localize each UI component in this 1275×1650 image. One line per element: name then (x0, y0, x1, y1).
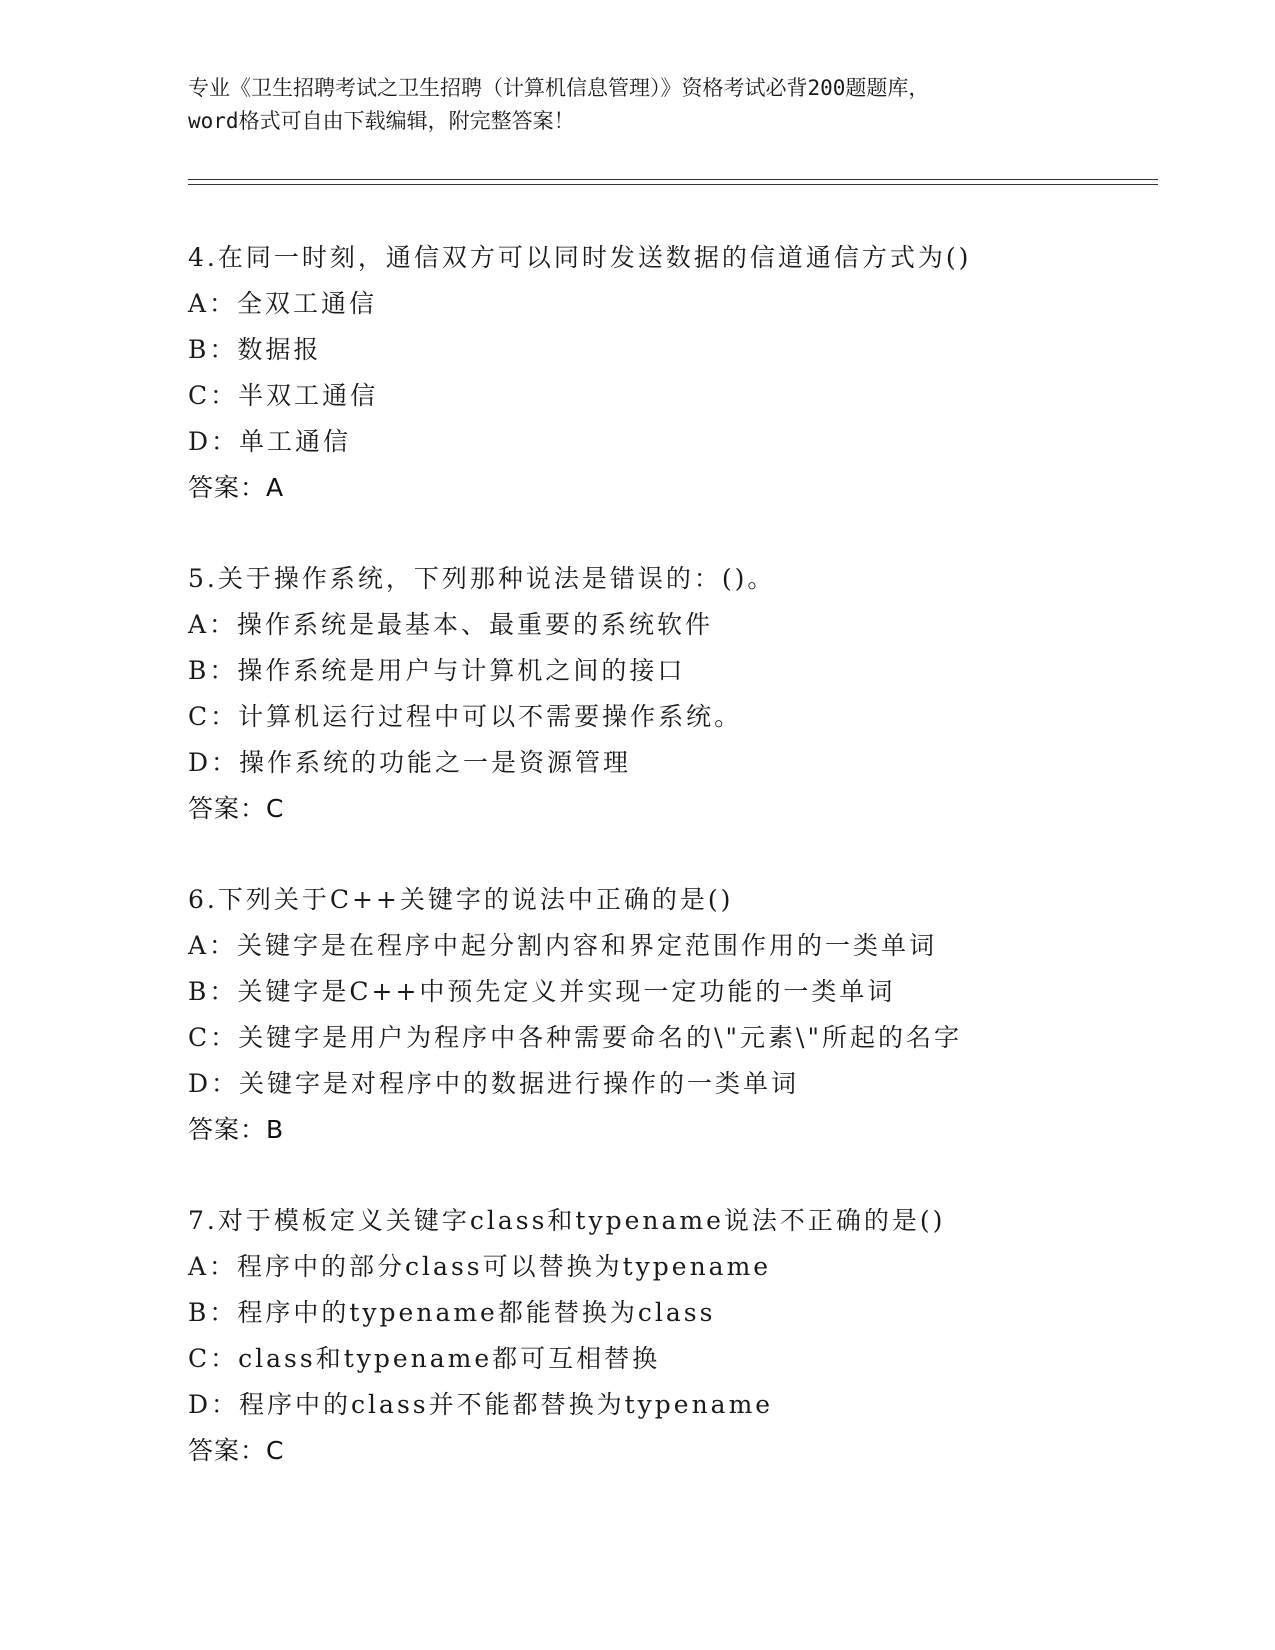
answer-text: 答案：B (188, 1115, 285, 1144)
document-header (188, 72, 1088, 138)
option-c: C：关键字是用户为程序中各种需要命名的\"元素\"所起的名字 (188, 1023, 962, 1052)
option-d: D：程序中的class并不能都替换为typename (188, 1390, 774, 1419)
header-divider-bottom (188, 184, 1158, 185)
header-divider-top (188, 179, 1158, 180)
option-a: A：全双工通信 (188, 289, 378, 318)
question-text: 4.在同一时刻，通信双方可以同时发送数据的信道通信方式为() (188, 243, 972, 272)
option-d: D：单工通信 (188, 427, 352, 456)
option-d: D：操作系统的功能之一是资源管理 (188, 748, 632, 777)
answer-text: 答案：C (188, 794, 285, 823)
header-line-2: word格式可自由下载编辑，附完整答案！ (188, 109, 575, 133)
option-c: C：计算机运行过程中可以不需要操作系统。 (188, 702, 743, 731)
question-block-4 (188, 235, 1188, 511)
option-a: A：关键字是在程序中起分割内容和界定范围作用的一类单词 (188, 931, 938, 960)
option-b: B：数据报 (188, 335, 322, 364)
question-block-7 (188, 1198, 1188, 1474)
option-a: A：程序中的部分class可以替换为typename (188, 1252, 772, 1281)
question-text: 7.对于模板定义关键字class和typename说法不正确的是() (188, 1206, 946, 1235)
option-b: B：关键字是C++中预先定义并实现一定功能的一类单词 (188, 977, 896, 1006)
question-block-6 (188, 877, 1188, 1153)
header-line-1: 专业《卫生招聘考试之卫生招聘（计算机信息管理）》资格考试必背200题题库， (188, 76, 930, 100)
answer-text: 答案：C (188, 1436, 285, 1465)
question-text: 5.关于操作系统，下列那种说法是错误的：()。 (188, 564, 776, 593)
option-d: D：关键字是对程序中的数据进行操作的一类单词 (188, 1069, 800, 1098)
option-b: B：操作系统是用户与计算机之间的接口 (188, 656, 686, 685)
question-block-5 (188, 556, 1188, 832)
option-c: C：半双工通信 (188, 381, 379, 410)
answer-text: 答案：A (188, 473, 285, 502)
option-c: C：class和typename都可互相替换 (188, 1344, 661, 1373)
option-b: B：程序中的typename都能替换为class (188, 1298, 716, 1327)
question-text: 6.下列关于C++关键字的说法中正确的是() (188, 885, 734, 914)
option-a: A：操作系统是最基本、最重要的系统软件 (188, 610, 714, 639)
